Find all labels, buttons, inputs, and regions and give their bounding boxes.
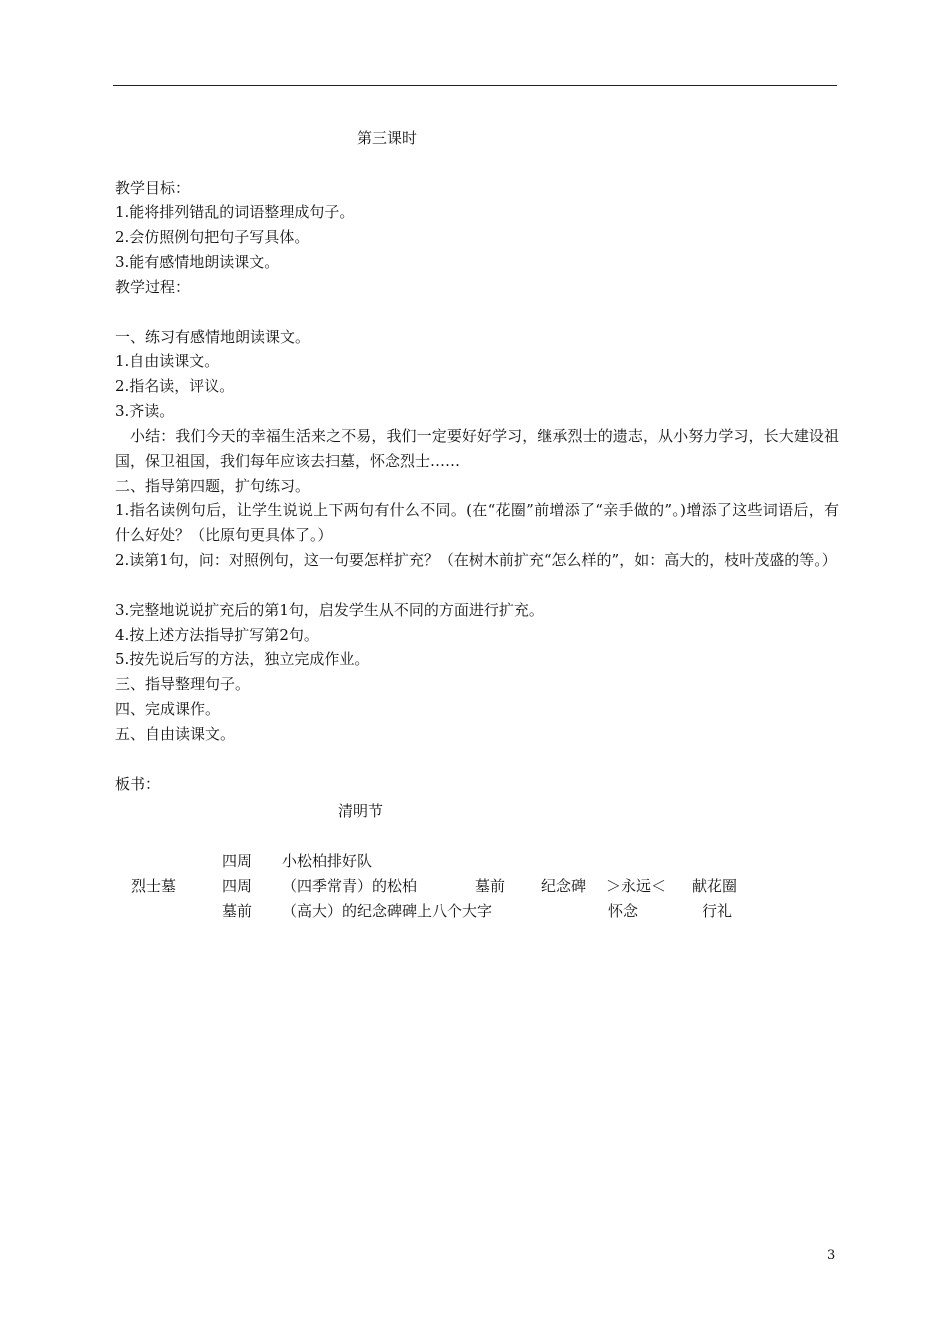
- board-title: 清明节: [338, 802, 384, 820]
- board-remember: 怀念: [608, 902, 639, 920]
- goal-item: 1.能将排列错乱的词语整理成句子。: [115, 203, 355, 221]
- section-5-heading: 五、自由读课文。: [115, 725, 236, 743]
- board-monument: 纪念碑: [541, 877, 587, 895]
- section-1-summary: 小结：我们今天的幸福生活来之不易，我们一定要好好学习，继承烈士的遗志，从小努力学习，长大建设祖国，保卫祖国，我们每年应该去扫墓，怀念烈士……: [115, 427, 839, 470]
- page-number: 3: [827, 1248, 836, 1263]
- section-2-heading: 二、指导第四题，扩句练习。: [115, 477, 311, 495]
- board-salute: 行礼: [702, 902, 733, 920]
- board-place: 四周: [222, 877, 253, 895]
- board-place: 墓前: [222, 902, 253, 920]
- board-place: 四周: [222, 852, 253, 870]
- goal-item: 2.会仿照例句把句子写具体。: [115, 228, 310, 246]
- section-2-item: 4.按上述方法指导扩写第2句。: [115, 626, 319, 644]
- board-tomb-front: 墓前: [475, 877, 506, 895]
- board-wreath: 献花圈: [692, 877, 738, 895]
- section-1-item: 3.齐读。: [115, 402, 175, 420]
- section-2-item: 1.指名读例句后，让学生说说上下两句有什么不同。(在“花圈”前增添了“亲手做的”。)增添了这些词语后，有什么好处？（比原句更具体了。）: [115, 501, 839, 544]
- section-1-item: 2.指名读，评议。: [115, 377, 235, 395]
- section-4-heading: 四、完成课作。: [115, 700, 221, 718]
- process-heading: 教学过程：: [115, 278, 191, 296]
- section-2-item: 2.读第1句，问：对照例句，这一句要怎样扩充？（在树木前扩充“怎么样的”，如：高大的，枝叶茂盛的等。）: [115, 551, 837, 569]
- board-text: 小松柏排好队: [282, 852, 373, 870]
- section-2-item: 3.完整地说说扩充后的第1句，启发学生从不同的方面进行扩充。: [115, 601, 544, 619]
- section-1-item: 1.自由读课文。: [115, 352, 220, 370]
- board-left-label: 烈士墓: [131, 877, 177, 895]
- section-2-item: 5.按先说后写的方法，独立完成作业。: [115, 650, 370, 668]
- section-1-heading: 一、练习有感情地朗读课文。: [115, 328, 311, 346]
- board-forever: ＞永远＜: [606, 877, 667, 895]
- goals-heading: 教学目标：: [115, 179, 191, 197]
- header-rule: [113, 85, 837, 86]
- page-title: 第三课时: [357, 129, 418, 147]
- board-text: （高大）的纪念碑碑上八个大字: [282, 902, 493, 920]
- board-heading: 板书：: [115, 775, 161, 793]
- goal-item: 3.能有感情地朗读课文。: [115, 253, 280, 271]
- board-text: （四季常青）的松柏: [282, 877, 418, 895]
- section-3-heading: 三、指导整理句子。: [115, 675, 251, 693]
